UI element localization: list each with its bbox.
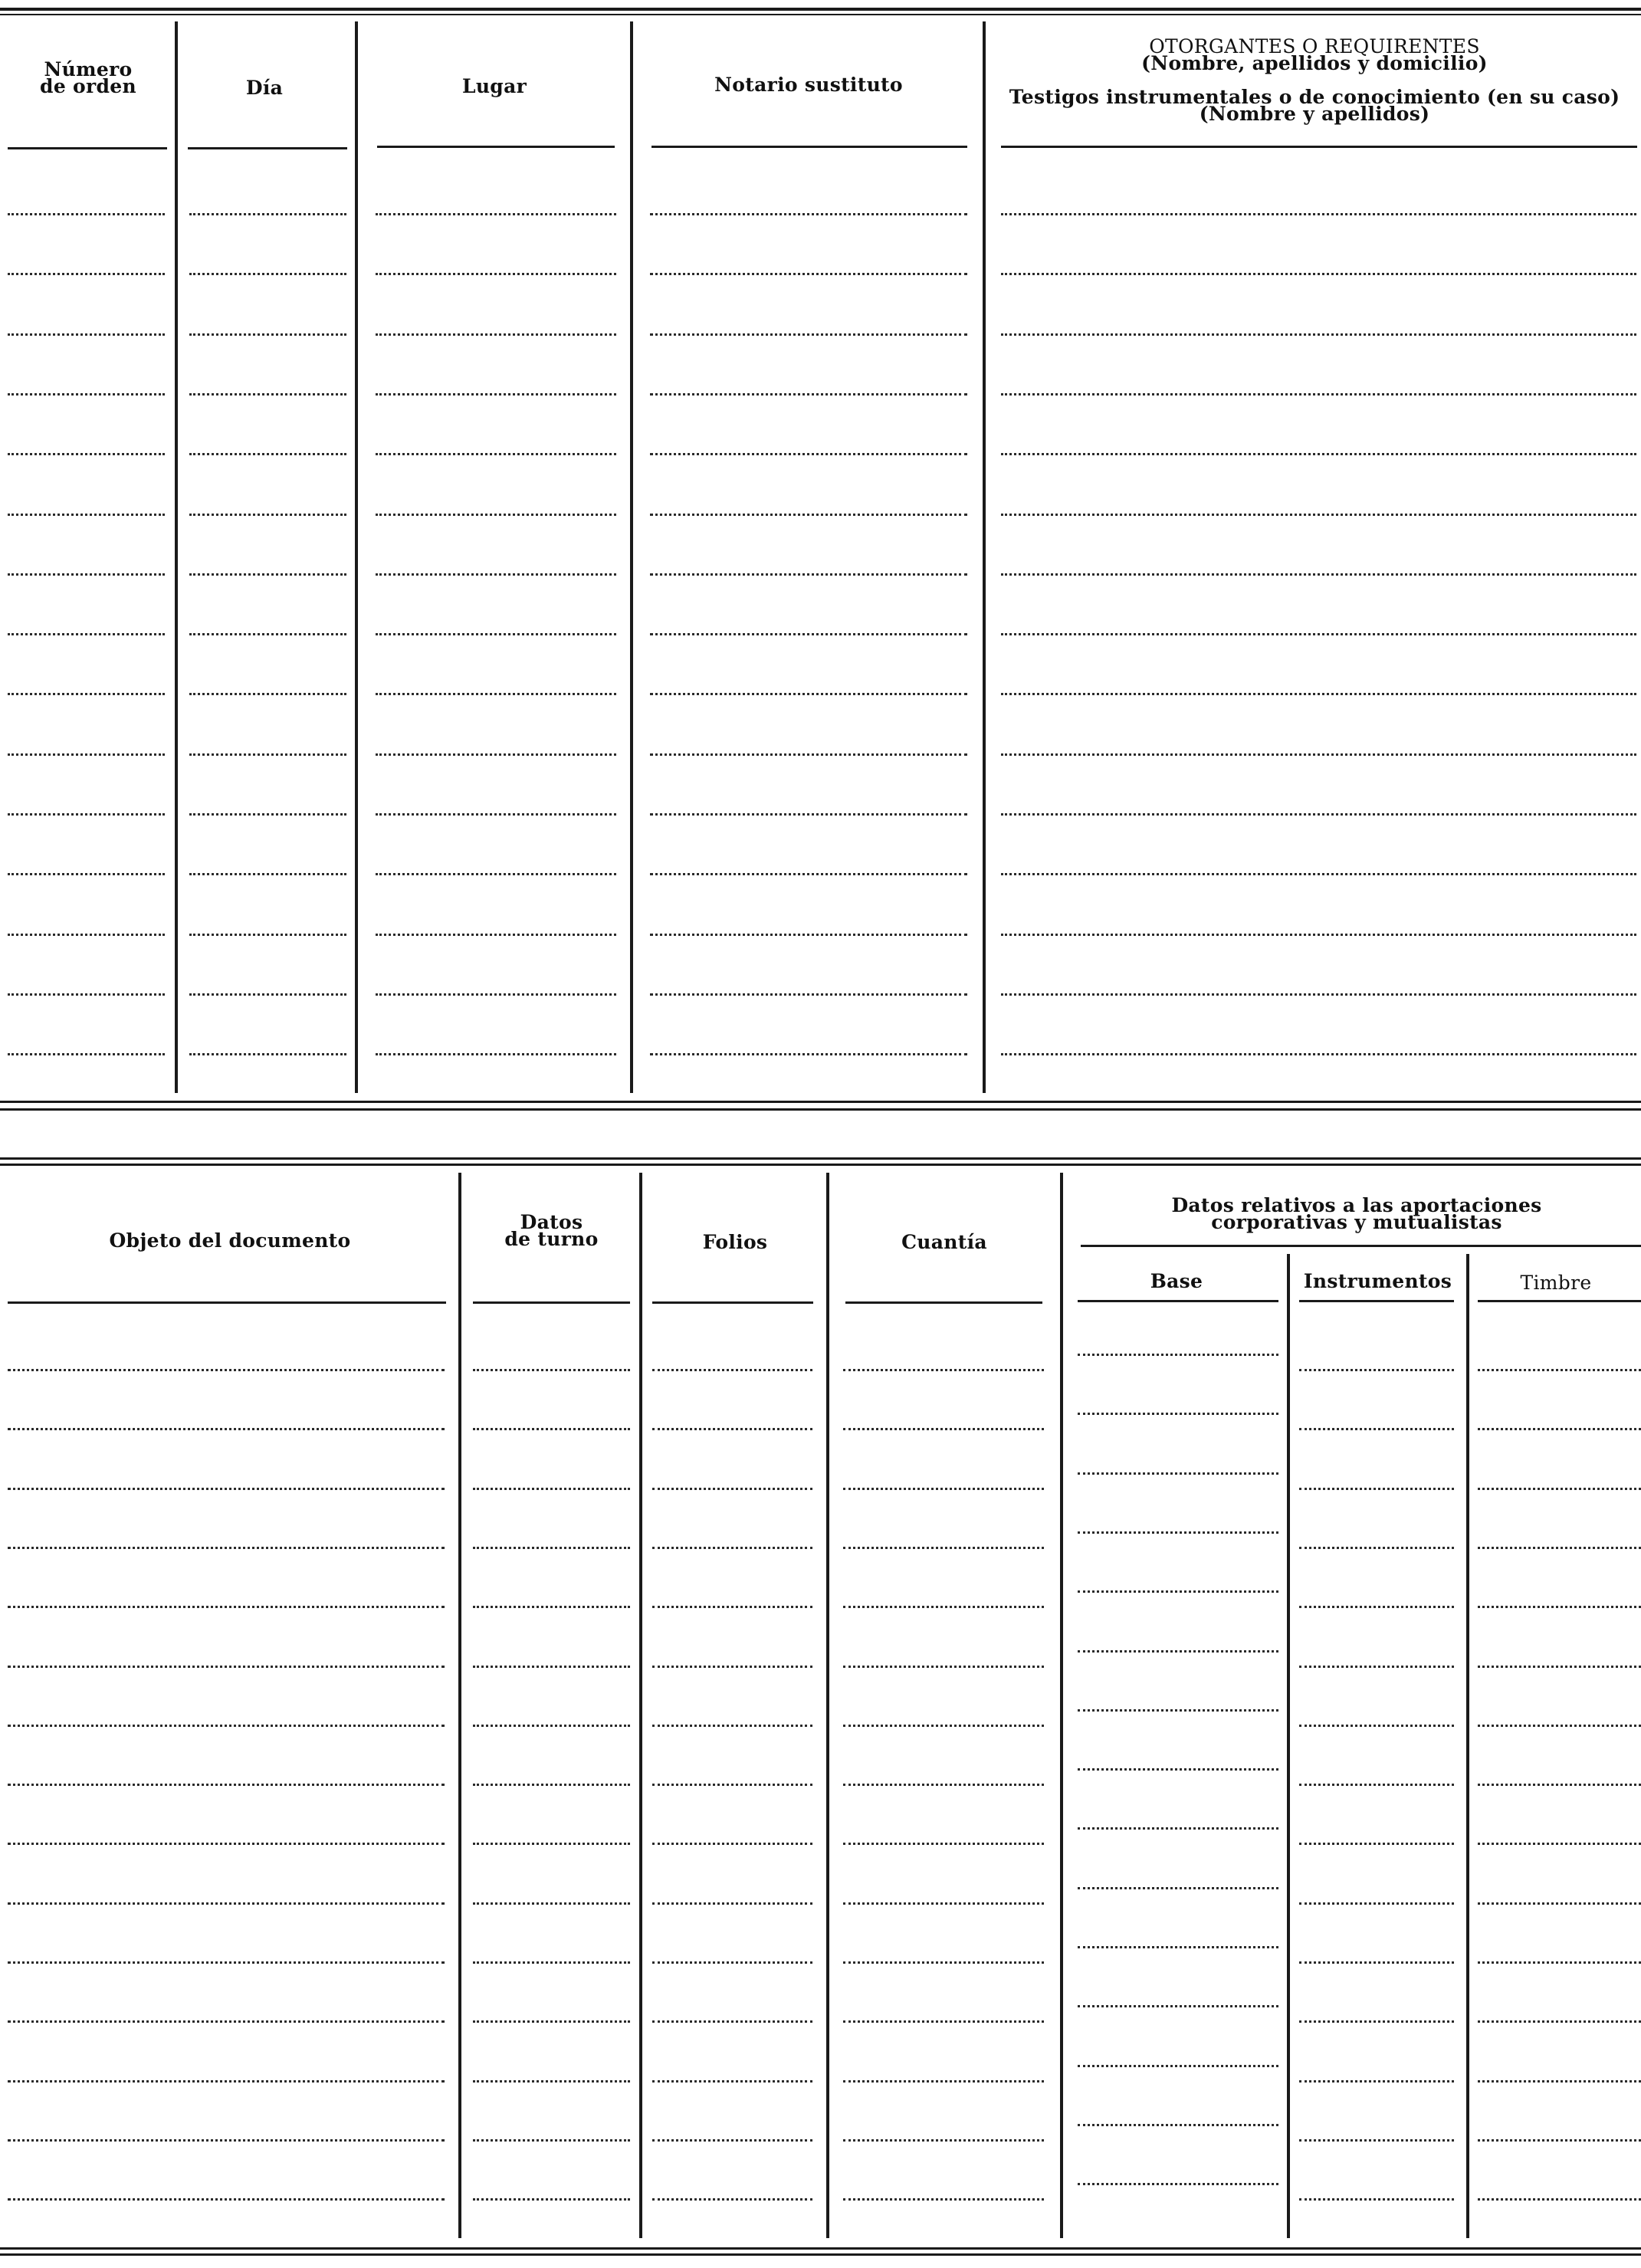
header-line: de turno	[504, 1228, 599, 1250]
fill-line-timbre[interactable]	[1478, 2198, 1641, 2201]
header-line: Folios	[702, 1231, 768, 1253]
fill-line-notario[interactable]	[650, 993, 967, 996]
header-timbre	[1475, 1272, 1636, 1294]
fill-line-numero[interactable]	[8, 873, 165, 875]
header-underline	[8, 1301, 446, 1304]
fill-line-dia[interactable]	[189, 993, 346, 996]
fill-line-numero[interactable]	[8, 453, 165, 455]
header-line: Timbre	[1520, 1272, 1592, 1294]
fill-line-lugar[interactable]	[376, 273, 616, 275]
header-underline	[188, 147, 347, 149]
fill-line-otorgantes[interactable]	[1001, 693, 1636, 695]
fill-line-numero[interactable]	[8, 693, 165, 695]
fill-line-objeto[interactable]	[8, 1606, 445, 1608]
fill-line-instrumentos[interactable]	[1299, 1547, 1454, 1549]
header-line: de orden	[40, 75, 136, 97]
fill-line-lugar[interactable]	[376, 693, 616, 695]
fill-line-lugar[interactable]	[376, 213, 616, 215]
fill-line-cuantia[interactable]	[843, 1784, 1044, 1786]
fill-line-dia[interactable]	[189, 693, 346, 695]
fill-line-dia[interactable]	[189, 393, 346, 396]
fill-line-notario[interactable]	[650, 873, 967, 875]
fill-line-base[interactable]	[1078, 1413, 1278, 1415]
fill-line-otorgantes[interactable]	[1001, 573, 1636, 576]
fill-line-instrumentos[interactable]	[1299, 2080, 1454, 2083]
header-underline	[1078, 1300, 1278, 1302]
fill-line-notario[interactable]	[650, 453, 967, 455]
fill-line-turno[interactable]	[473, 2020, 630, 2023]
header-lugar	[368, 75, 621, 97]
fill-line-cuantia[interactable]	[843, 1547, 1044, 1549]
fill-line-dia[interactable]	[189, 573, 346, 576]
fill-line-folios[interactable]	[652, 1784, 812, 1786]
column-divider	[1060, 1173, 1063, 2238]
fill-line-instrumentos[interactable]	[1299, 2020, 1454, 2023]
fill-line-turno[interactable]	[473, 1488, 630, 1490]
fill-line-dia[interactable]	[189, 753, 346, 756]
top-border-rule	[0, 8, 1641, 11]
fill-line-lugar[interactable]	[376, 873, 616, 875]
header-line: Día	[245, 77, 284, 99]
column-divider	[355, 21, 358, 1093]
fill-line-base[interactable]	[1078, 1472, 1278, 1475]
header-underline	[473, 1301, 630, 1304]
header-aportaciones-group	[1073, 1194, 1640, 1233]
fill-line-instrumentos[interactable]	[1299, 2198, 1454, 2201]
column-divider	[639, 1173, 642, 2238]
fill-line-notario[interactable]	[650, 693, 967, 695]
fill-line-cuantia[interactable]	[843, 1488, 1044, 1490]
fill-line-instrumentos[interactable]	[1299, 1428, 1454, 1430]
fill-line-notario[interactable]	[650, 1053, 967, 1055]
subcolumn-divider	[1287, 1254, 1290, 2238]
fill-line-objeto[interactable]	[8, 1488, 445, 1490]
fill-line-timbre[interactable]	[1478, 1843, 1641, 1845]
fill-line-objeto[interactable]	[8, 2020, 445, 2023]
fill-line-instrumentos[interactable]	[1299, 1606, 1454, 1608]
header-objeto-del-documento	[8, 1229, 452, 1252]
fill-line-numero[interactable]	[8, 573, 165, 576]
fill-line-folios[interactable]	[652, 2139, 812, 2142]
fill-line-timbre[interactable]	[1478, 1784, 1641, 1786]
fill-line-instrumentos[interactable]	[1299, 1843, 1454, 1845]
header-line: Lugar	[461, 75, 527, 97]
header-line: OTORGANTES O REQUIRENTES	[1149, 35, 1480, 57]
header-underline	[1299, 1300, 1454, 1302]
column-divider	[175, 21, 178, 1093]
header-base	[1073, 1270, 1280, 1292]
fill-line-cuantia[interactable]	[843, 2139, 1044, 2142]
fill-line-objeto[interactable]	[8, 1547, 445, 1549]
top-border-rule-thin	[0, 14, 1641, 15]
column-divider	[458, 1173, 461, 2238]
bottom-border-rule	[0, 1101, 1641, 1103]
header-underline	[845, 1301, 1042, 1304]
fill-line-otorgantes[interactable]	[1001, 273, 1636, 275]
fill-line-notario[interactable]	[650, 934, 967, 936]
fill-line-base[interactable]	[1078, 1531, 1278, 1534]
header-line: Instrumentos	[1303, 1270, 1452, 1292]
fill-line-dia[interactable]	[189, 813, 346, 816]
fill-line-folios[interactable]	[652, 1725, 812, 1727]
fill-line-timbre[interactable]	[1478, 1488, 1641, 1490]
fill-line-cuantia[interactable]	[843, 1902, 1044, 1905]
fill-line-dia[interactable]	[189, 1053, 346, 1055]
fill-line-cuantia[interactable]	[843, 1606, 1044, 1608]
header-underline	[1001, 146, 1637, 148]
fill-line-instrumentos[interactable]	[1299, 1961, 1454, 1964]
fill-line-otorgantes[interactable]	[1001, 873, 1636, 875]
fill-line-dia[interactable]	[189, 213, 346, 215]
fill-line-dia[interactable]	[189, 273, 346, 275]
fill-line-notario[interactable]	[650, 333, 967, 336]
header-instrumentos	[1295, 1270, 1460, 1292]
fill-line-base[interactable]	[1078, 2005, 1278, 2007]
fill-line-turno[interactable]	[473, 1547, 630, 1549]
fill-line-notario[interactable]	[650, 633, 967, 635]
fill-line-folios[interactable]	[652, 1666, 812, 1668]
header-line: Testigos instrumentales o de conocimiento (en su caso)	[1009, 86, 1620, 108]
fill-line-numero[interactable]	[8, 393, 165, 396]
fill-line-instrumentos[interactable]	[1299, 1902, 1454, 1905]
bottom-border-rule	[0, 1108, 1641, 1111]
fill-line-timbre[interactable]	[1478, 1961, 1641, 1964]
fill-line-folios[interactable]	[652, 2020, 812, 2023]
fill-line-timbre[interactable]	[1478, 1606, 1641, 1608]
fill-line-notario[interactable]	[650, 273, 967, 275]
header-line: Datos	[520, 1211, 583, 1233]
fill-line-instrumentos[interactable]	[1299, 1784, 1454, 1786]
fill-line-turno[interactable]	[473, 1666, 630, 1668]
fill-line-lugar[interactable]	[376, 514, 616, 516]
header-datos-de-turno	[469, 1211, 634, 1250]
fill-line-cuantia[interactable]	[843, 1666, 1044, 1668]
fill-line-cuantia[interactable]	[843, 2198, 1044, 2201]
fill-line-lugar[interactable]	[376, 573, 616, 576]
fill-line-instrumentos[interactable]	[1299, 2139, 1454, 2142]
header-line: Base	[1150, 1270, 1203, 1292]
fill-line-lugar[interactable]	[376, 813, 616, 816]
fill-line-numero[interactable]	[8, 1053, 165, 1055]
fill-line-folios[interactable]	[652, 2198, 812, 2201]
fill-line-folios[interactable]	[652, 2080, 812, 2083]
fill-line-turno[interactable]	[473, 1902, 630, 1905]
fill-line-base[interactable]	[1078, 2124, 1278, 2126]
fill-line-folios[interactable]	[652, 1428, 812, 1430]
fill-line-folios[interactable]	[652, 1902, 812, 1905]
fill-line-numero[interactable]	[8, 333, 165, 336]
fill-line-dia[interactable]	[189, 453, 346, 455]
fill-line-folios[interactable]	[652, 1961, 812, 1964]
fill-line-numero[interactable]	[8, 633, 165, 635]
fill-line-base[interactable]	[1078, 1946, 1278, 1948]
fill-line-lugar[interactable]	[376, 633, 616, 635]
fill-line-base[interactable]	[1078, 1709, 1278, 1712]
fill-line-objeto[interactable]	[8, 1961, 445, 1964]
fill-line-base[interactable]	[1078, 1590, 1278, 1593]
header-folios	[650, 1231, 820, 1253]
fill-line-dia[interactable]	[189, 633, 346, 635]
fill-line-lugar[interactable]	[376, 1053, 616, 1055]
fill-line-lugar[interactable]	[376, 753, 616, 756]
header-underline	[1478, 1300, 1641, 1302]
fill-line-turno[interactable]	[473, 1369, 630, 1371]
header-underline	[8, 147, 167, 149]
fill-line-objeto[interactable]	[8, 1784, 445, 1786]
header-notario-sustituto	[644, 74, 973, 96]
fill-line-cuantia[interactable]	[843, 1961, 1044, 1964]
header-cuantia	[840, 1231, 1049, 1253]
fill-line-otorgantes[interactable]	[1001, 333, 1636, 336]
fill-line-notario[interactable]	[650, 213, 967, 215]
fill-line-folios[interactable]	[652, 1547, 812, 1549]
fill-line-notario[interactable]	[650, 813, 967, 816]
fill-line-base[interactable]	[1078, 2183, 1278, 2185]
fill-line-timbre[interactable]	[1478, 1666, 1641, 1668]
fill-line-dia[interactable]	[189, 873, 346, 875]
header-underline	[651, 146, 967, 148]
header-dia	[184, 77, 345, 99]
fill-line-cuantia[interactable]	[843, 1725, 1044, 1727]
fill-line-cuantia[interactable]	[843, 2020, 1044, 2023]
fill-line-otorgantes[interactable]	[1001, 934, 1636, 936]
fill-line-folios[interactable]	[652, 1606, 812, 1608]
fill-line-otorgantes[interactable]	[1001, 393, 1636, 396]
fill-line-objeto[interactable]	[8, 2139, 445, 2142]
fill-line-numero[interactable]	[8, 213, 165, 215]
fill-line-otorgantes[interactable]	[1001, 633, 1636, 635]
fill-line-objeto[interactable]	[8, 2198, 445, 2201]
fill-line-numero[interactable]	[8, 273, 165, 275]
fill-line-otorgantes[interactable]	[1001, 1053, 1636, 1055]
fill-line-instrumentos[interactable]	[1299, 1488, 1454, 1490]
fill-line-objeto[interactable]	[8, 1666, 445, 1668]
fill-line-objeto[interactable]	[8, 1428, 445, 1430]
fill-line-numero[interactable]	[8, 813, 165, 816]
fill-line-timbre[interactable]	[1478, 1547, 1641, 1549]
fill-line-timbre[interactable]	[1478, 1902, 1641, 1905]
subcolumn-divider	[1466, 1254, 1469, 2238]
fill-line-turno[interactable]	[473, 1606, 630, 1608]
fill-line-timbre[interactable]	[1478, 2080, 1641, 2083]
fill-line-cuantia[interactable]	[843, 1428, 1044, 1430]
header-otorgantes	[996, 35, 1633, 125]
fill-line-dia[interactable]	[189, 514, 346, 516]
fill-line-timbre[interactable]	[1478, 1725, 1641, 1727]
header-line: corporativas y mutualistas	[1211, 1211, 1502, 1233]
column-divider	[630, 21, 633, 1093]
fill-line-objeto[interactable]	[8, 1902, 445, 1905]
header-line: Objeto del documento	[109, 1229, 351, 1252]
fill-line-base[interactable]	[1078, 1827, 1278, 1830]
fill-line-lugar[interactable]	[376, 934, 616, 936]
fill-line-instrumentos[interactable]	[1299, 1725, 1454, 1727]
fill-line-turno[interactable]	[473, 1784, 630, 1786]
fill-line-objeto[interactable]	[8, 2080, 445, 2083]
fill-line-otorgantes[interactable]	[1001, 993, 1636, 996]
fill-line-otorgantes[interactable]	[1001, 514, 1636, 516]
fill-line-base[interactable]	[1078, 1887, 1278, 1889]
fill-line-base[interactable]	[1078, 1650, 1278, 1653]
fill-line-numero[interactable]	[8, 753, 165, 756]
fill-line-numero[interactable]	[8, 993, 165, 996]
fill-line-otorgantes[interactable]	[1001, 213, 1636, 215]
fill-line-notario[interactable]	[650, 514, 967, 516]
top-border-rule	[0, 1164, 1641, 1166]
header-line: (Nombre, apellidos y domicilio)	[1141, 52, 1488, 74]
header-underline	[652, 1301, 813, 1304]
fill-line-lugar[interactable]	[376, 453, 616, 455]
fill-line-notario[interactable]	[650, 753, 967, 756]
fill-line-timbre[interactable]	[1478, 2020, 1641, 2023]
fill-line-cuantia[interactable]	[843, 1843, 1044, 1845]
fill-line-numero[interactable]	[8, 934, 165, 936]
fill-line-turno[interactable]	[473, 1725, 630, 1727]
fill-line-folios[interactable]	[652, 1843, 812, 1845]
fill-line-base[interactable]	[1078, 1768, 1278, 1771]
fill-line-instrumentos[interactable]	[1299, 1666, 1454, 1668]
header-numero-de-orden	[8, 58, 169, 97]
fill-line-folios[interactable]	[652, 1369, 812, 1371]
fill-line-otorgantes[interactable]	[1001, 753, 1636, 756]
fill-line-lugar[interactable]	[376, 333, 616, 336]
fill-line-turno[interactable]	[473, 1843, 630, 1845]
fill-line-turno[interactable]	[473, 2080, 630, 2083]
fill-line-cuantia[interactable]	[843, 1369, 1044, 1371]
bottom-border-rule	[0, 2253, 1641, 2256]
fill-line-base[interactable]	[1078, 2065, 1278, 2067]
top-border-rule	[0, 1157, 1641, 1160]
fill-line-dia[interactable]	[189, 934, 346, 936]
fill-line-base[interactable]	[1078, 1354, 1278, 1356]
header-line: Datos relativos a las aportaciones	[1171, 1194, 1542, 1216]
group-header-underline	[1081, 1245, 1641, 1247]
header-line: Notario sustituto	[714, 74, 903, 96]
fill-line-cuantia[interactable]	[843, 2080, 1044, 2083]
fill-line-otorgantes[interactable]	[1001, 813, 1636, 816]
fill-line-turno[interactable]	[473, 1428, 630, 1430]
fill-line-objeto[interactable]	[8, 1369, 445, 1371]
fill-line-folios[interactable]	[652, 1488, 812, 1490]
header-line: Cuantía	[901, 1231, 987, 1253]
fill-line-numero[interactable]	[8, 514, 165, 516]
fill-line-notario[interactable]	[650, 573, 967, 576]
fill-line-objeto[interactable]	[8, 1843, 445, 1845]
header-line: Número	[44, 58, 133, 80]
bottom-border-rule	[0, 2247, 1641, 2250]
fill-line-dia[interactable]	[189, 333, 346, 336]
header-underline	[377, 146, 615, 148]
fill-line-turno[interactable]	[473, 2139, 630, 2142]
fill-line-instrumentos[interactable]	[1299, 1369, 1454, 1371]
fill-line-turno[interactable]	[473, 2198, 630, 2201]
fill-line-timbre[interactable]	[1478, 1369, 1641, 1371]
fill-line-lugar[interactable]	[376, 993, 616, 996]
column-divider	[983, 21, 986, 1093]
fill-line-notario[interactable]	[650, 393, 967, 396]
fill-line-otorgantes[interactable]	[1001, 453, 1636, 455]
fill-line-turno[interactable]	[473, 1961, 630, 1964]
column-divider	[826, 1173, 829, 2238]
fill-line-timbre[interactable]	[1478, 1428, 1641, 1430]
fill-line-lugar[interactable]	[376, 393, 616, 396]
header-line: (Nombre y apellidos)	[1199, 103, 1430, 125]
fill-line-objeto[interactable]	[8, 1725, 445, 1727]
fill-line-timbre[interactable]	[1478, 2139, 1641, 2142]
